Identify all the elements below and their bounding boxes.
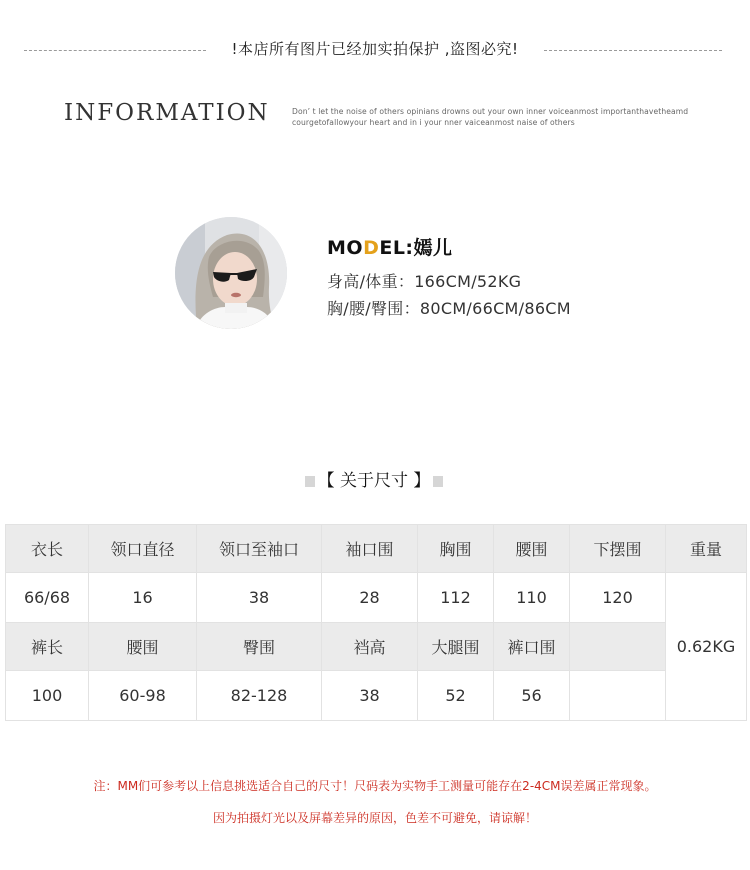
table-header-cell: 裆高 bbox=[322, 623, 418, 671]
table-header-cell: 腰围 bbox=[494, 525, 570, 573]
table-header-cell: 领口至袖口 bbox=[197, 525, 322, 573]
model-label-suffix: EL: bbox=[379, 237, 414, 259]
model-measurements: 胸/腰/臀围：80CM/66CM/86CM bbox=[327, 299, 571, 318]
table-header-cell: 领口直径 bbox=[89, 525, 197, 573]
table-header-cell: 胸围 bbox=[418, 525, 494, 573]
model-label-accent: D bbox=[363, 237, 380, 259]
weight-value: 0.62KG bbox=[666, 573, 747, 721]
table-header-cell: 裤长 bbox=[6, 623, 89, 671]
table-header-cell: 下摆围 bbox=[570, 525, 666, 573]
model-avatar bbox=[175, 217, 287, 329]
table-cell: 38 bbox=[322, 671, 418, 721]
size-table bbox=[5, 524, 747, 721]
model-name: 嫣儿 bbox=[413, 237, 453, 259]
table-cell: 56 bbox=[494, 671, 570, 721]
table-header-cell: 袖口围 bbox=[322, 525, 418, 573]
information-desc-line-1: Don’ t let the noise of others opinians drowns out your own inner voiceanmost importanthavetheamd bbox=[292, 107, 689, 116]
notice-divider-right bbox=[544, 50, 722, 51]
table-cell: 16 bbox=[89, 573, 197, 623]
table-row-bottom-headers bbox=[6, 623, 747, 671]
notice-divider-left bbox=[24, 50, 206, 51]
information-title: INFORMATION bbox=[64, 100, 270, 126]
table-header-cell: 裤口围 bbox=[494, 623, 570, 671]
table-header-cell: 大腿围 bbox=[418, 623, 494, 671]
table-row-bottom-values bbox=[6, 671, 747, 721]
heading-bar-right bbox=[433, 476, 443, 487]
size-section-heading bbox=[305, 471, 443, 491]
size-note-line-2: 因为拍摄灯光以及屏幕差异的原因，色差不可避免，请谅解！ bbox=[212, 811, 537, 825]
information-description bbox=[292, 107, 712, 128]
table-cell: 60-98 bbox=[89, 671, 197, 721]
table-row-top-headers bbox=[6, 525, 747, 573]
table-cell: 82-128 bbox=[197, 671, 322, 721]
table-row-top-values bbox=[6, 573, 747, 623]
size-note-line-1: 注：MM们可参考以上信息挑选适合自己的尺寸！尺码表为实物手工测量可能存在2-4CM误差属正常现象。 bbox=[93, 779, 657, 793]
model-label bbox=[327, 233, 453, 260]
table-cell-empty bbox=[570, 671, 666, 721]
model-label-prefix: MO bbox=[327, 237, 364, 259]
table-cell: 120 bbox=[570, 573, 666, 623]
table-cell: 112 bbox=[418, 573, 494, 623]
table-cell: 38 bbox=[197, 573, 322, 623]
copyright-notice: !本店所有图片已经加实拍保护 ,盗图必究! bbox=[231, 40, 519, 58]
table-cell: 66/68 bbox=[6, 573, 89, 623]
size-section-title: 【 关于尺寸 】 bbox=[317, 471, 431, 491]
model-portrait-image bbox=[175, 217, 287, 329]
heading-bar-left bbox=[305, 476, 315, 487]
table-header-cell-weight: 重量 bbox=[666, 525, 747, 573]
table-header-cell: 臀围 bbox=[197, 623, 322, 671]
table-cell: 100 bbox=[6, 671, 89, 721]
table-header-cell: 腰围 bbox=[89, 623, 197, 671]
model-height-weight: 身高/体重：166CM/52KG bbox=[327, 272, 522, 291]
table-cell: 110 bbox=[494, 573, 570, 623]
table-header-cell-empty bbox=[570, 623, 666, 671]
table-header-cell: 衣长 bbox=[6, 525, 89, 573]
information-desc-line-2: courgetofallowyour heart and in i your nner vaiceanmost naise of others bbox=[292, 117, 575, 127]
table-cell: 28 bbox=[322, 573, 418, 623]
table-cell: 52 bbox=[418, 671, 494, 721]
